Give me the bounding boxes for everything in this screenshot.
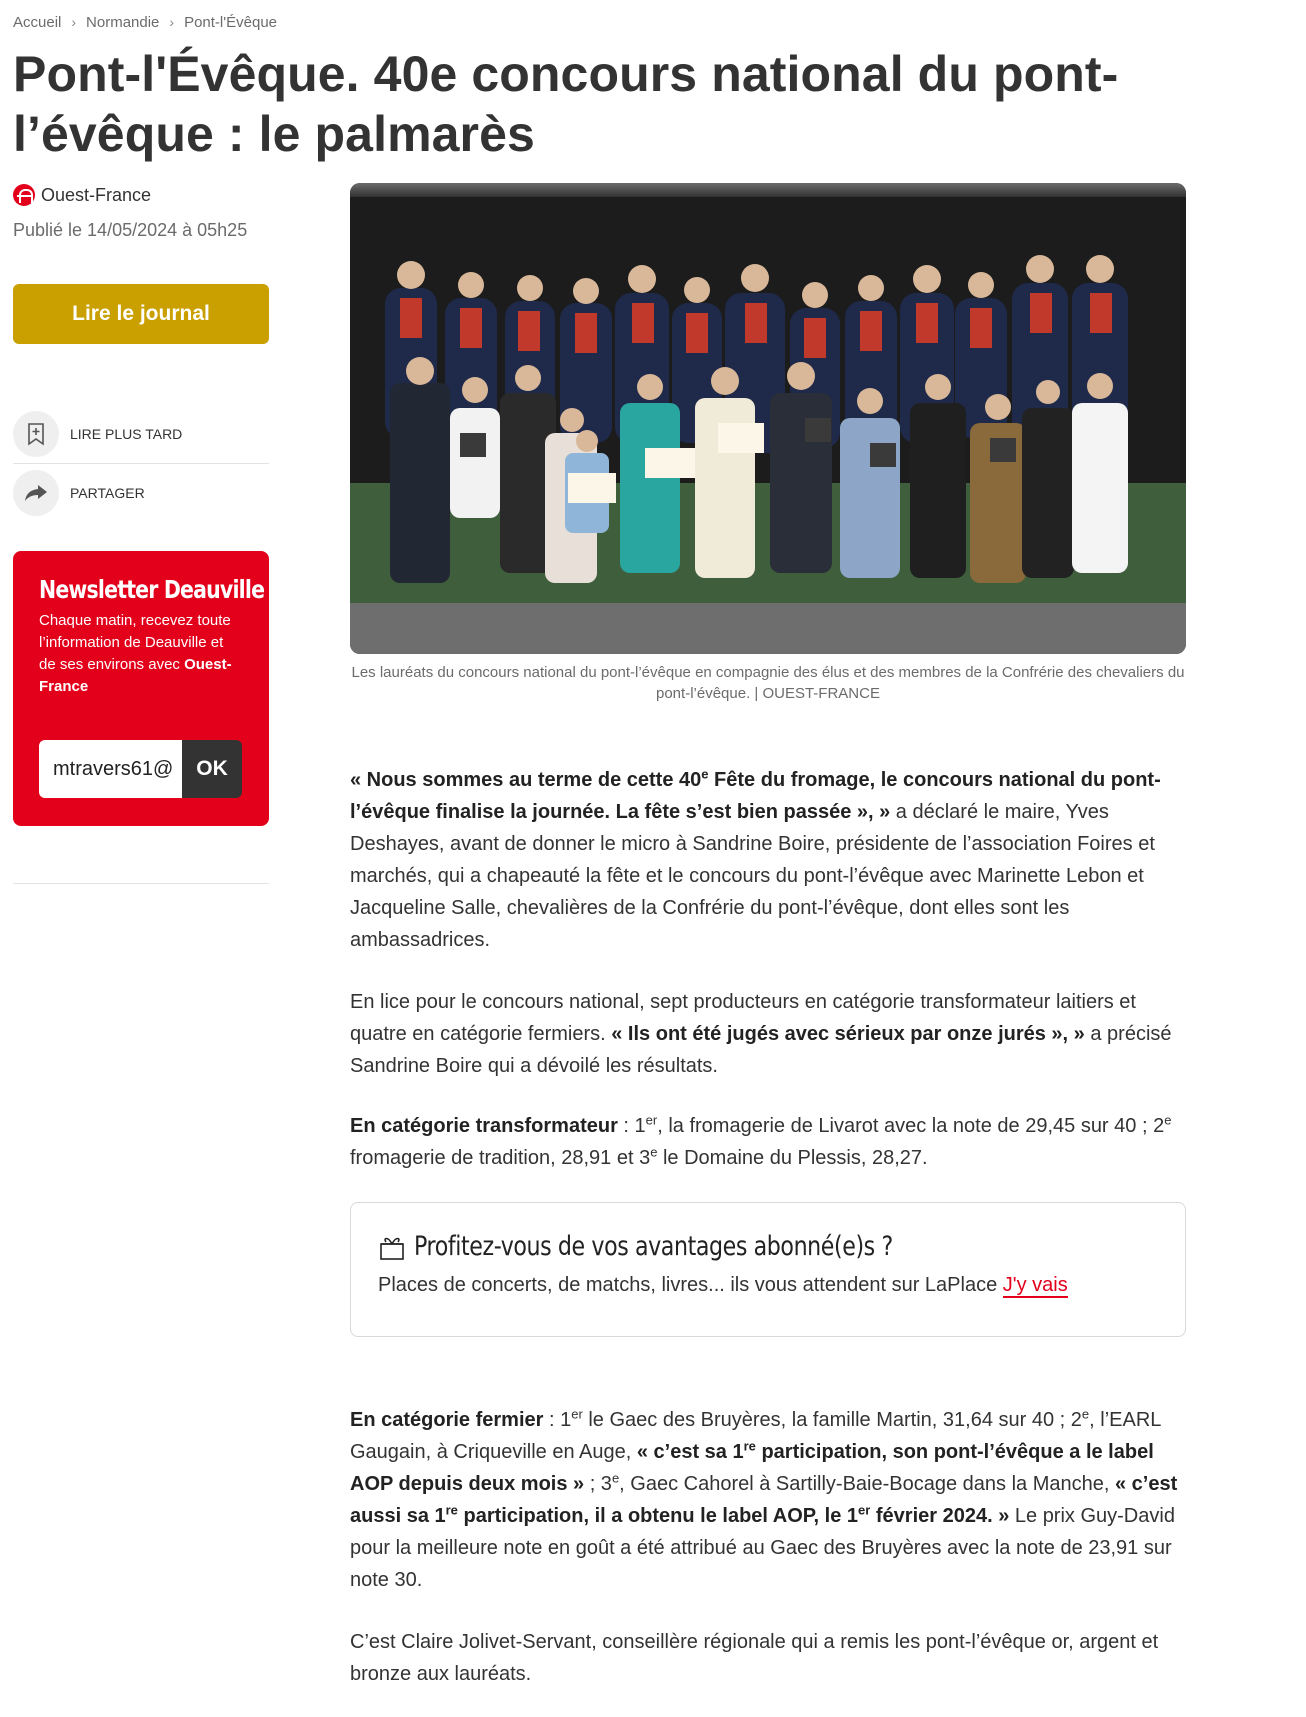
share-button[interactable]: [13, 466, 269, 520]
newsletter-box: [13, 551, 269, 826]
source-name: Ouest-France: [41, 184, 152, 205]
photo-caption: Les lauréats du concours national du pont-l’évêque en compagnie des élus et des membres de la Confrérie des chevaliers du pont-l’évêque. | OUEST-FRANCE: [351, 664, 1185, 702]
chevron-right-icon: ›: [71, 14, 77, 30]
article-paragraph: En catégorie transformateur : 1er, la fromagerie de Livarot avec la note de 29,45 sur 40 ; 2e fromagerie de tradition, 28,91 et 3e le Domaine du Plessis, 28,27.: [350, 1112, 1172, 1169]
gift-icon: [378, 1233, 406, 1261]
promo-link[interactable]: J'y vais: [1002, 1274, 1068, 1296]
article-paragraph: « Nous sommes au terme de cette 40e Fête du fromage, le concours national du pont-l’évêque finalise la journée. La fête s’est bien passée », » a déclaré le maire, Yves Deshayes, avant de donner le micro à Sandrine Boire, présidente de l’association Foires et marchés, qui a chapeauté la fête et le concours du pont-l’évêque avec Marinette Lebon et Jacqueline Salle, chevalières de la Confrérie du pont-l’évêque, dont elles sont les ambassadrices.: [350, 766, 1161, 951]
divider: [13, 463, 269, 464]
article-photo[interactable]: [350, 183, 1186, 654]
divider: [13, 883, 269, 884]
article-paragraph: C’est Claire Jolivet-Servant, conseillère régionale qui a remis les pont-l’évêque or, argent et bronze aux lauréats.: [350, 1631, 1159, 1685]
read-later-label: LIRE PLUS TARD: [70, 426, 183, 442]
newsletter-text: Chaque matin, recevez toute l’information de Deauville et de ses environs avec Ouest-France: [39, 612, 232, 695]
breadcrumb-region-link[interactable]: Normandie: [86, 13, 160, 31]
share-arrow-icon: [13, 470, 59, 516]
subscriber-promo-box: [350, 1202, 1186, 1337]
article-title: Pont-l'Évêque. 40e concours national du pont-l’évêque : le palmarès: [13, 46, 1119, 162]
article-source[interactable]: [13, 184, 151, 206]
promo-text: Places de concerts, de matchs, livres... ils vous attendent sur LaPlace J'y vais: [378, 1274, 1068, 1296]
read-journal-button[interactable]: Lire le journal: [13, 284, 269, 344]
publish-date: Publié le 14/05/2024 à 05h25: [13, 220, 248, 240]
ouest-france-logo-icon: [13, 184, 35, 206]
breadcrumb-city-link[interactable]: Pont-l'Évêque: [184, 13, 278, 31]
share-label: PARTAGER: [70, 485, 145, 501]
breadcrumb: [13, 12, 277, 32]
newsletter-ok-button[interactable]: OK: [182, 740, 242, 798]
newsletter-form: [39, 740, 242, 798]
breadcrumb-home-link[interactable]: Accueil: [13, 13, 62, 31]
newsletter-email-input[interactable]: [39, 740, 182, 798]
promo-title: Profitez-vous de vos avantages abonné(e)s ?: [414, 1231, 893, 1262]
read-later-button[interactable]: [13, 407, 269, 461]
chevron-right-icon: ›: [169, 14, 175, 30]
article-paragraph: En lice pour le concours national, sept producteurs en catégorie transformateur laitiers et quatre en catégorie fermiers. « Ils ont été jugés avec sérieux par onze jurés », » a précisé Sandrine Boire qui a dévoilé les résultats.: [350, 991, 1172, 1077]
article-paragraph: En catégorie fermier : 1er le Gaec des Bruyères, la famille Martin, 31,64 sur 40 ; 2e, l’EARL Gaugain, à Criqueville en Auge, « c’est sa 1re participation, son pont-l’évêque a le label AOP depuis deux mois » ; 3e, Gaec Cahorel à Sartilly-Baie-Bocage dans la Manche, « c’est aussi sa 1re participation, il a obtenu le label AOP, le 1er février 2024. » Le prix Guy-David pour la meilleure note en goût a été attribué au Gaec des Bruyères avec la note de 23,91 sur note 30.: [350, 1406, 1178, 1591]
bookmark-add-icon: [13, 411, 59, 457]
newsletter-title: Newsletter Deauville: [39, 575, 265, 604]
